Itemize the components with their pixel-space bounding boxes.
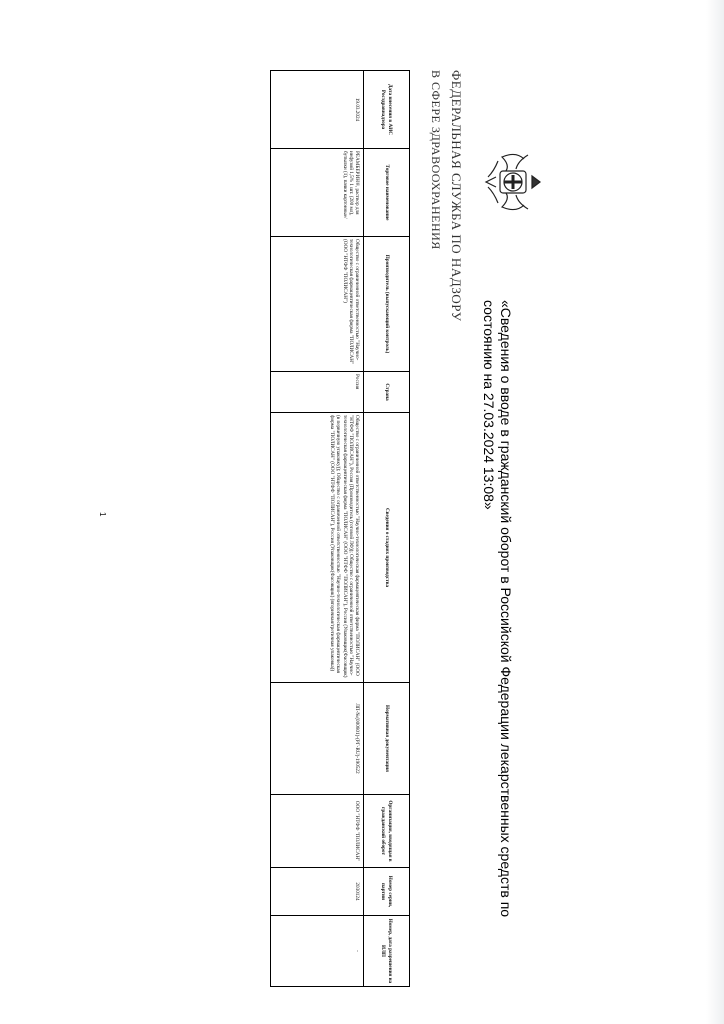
- cell-normative-doc: ЛП-№(000801)-(РГ-RU)-190522: [271, 683, 364, 795]
- cell-batch: 2030124: [271, 868, 364, 916]
- cell-permit: -: [271, 916, 364, 987]
- agency-name: [426, 70, 466, 490]
- column-header-permit: Номер, дата разрешения на ИЛП: [364, 916, 410, 987]
- table-row: [271, 71, 364, 987]
- document-title: «Сведения о вводе в гражданский оборот в Российской Федерации лекарственных средств по состоянию на 27.03.2024 13:08»: [481, 300, 514, 918]
- cell-country: Россия: [271, 372, 364, 413]
- cell-trade-name: РЕАМБЕРИН®, раствор для инфузий 1,5% 1 шт. (200 мл), бутылки (1), пачки картонные/: [271, 149, 364, 237]
- registry-table: [270, 70, 410, 987]
- column-header-batch: Номер серии, партии: [364, 868, 410, 916]
- table-header-row: [364, 71, 410, 987]
- column-header-trade-name: Торговое наименование: [364, 149, 410, 237]
- column-header-manufacturer: Производитель (выпускающий контроль): [364, 237, 410, 372]
- agency-name-line1: ФЕДЕРАЛЬНАЯ СЛУЖБА ПО НАДЗОРУ: [449, 70, 464, 322]
- column-header-stages: Сведения о стадиях производства: [364, 413, 410, 683]
- cell-manufacturer: Общество с ограниченной ответственностью "Научно-технологическая фармацевтическая фирма "ПОЛИСАН" (ООО "НТФФ "ПОЛИСАН"): [271, 237, 364, 372]
- column-header-country: Страна: [364, 372, 410, 413]
- column-header-organization: Организация, вводящая в гражданский оборот: [364, 795, 410, 868]
- cell-stages: Общество с ограниченной ответственностью "Научно-технологическая фармацевтическая фирма "ПОЛИСАН" (ООО "НТФФ "ПОЛИСАН"), Россия (Производитель (готовой ЛФ)); Общество с ограниченной ответственностью "Научно-технологическая фармацевтическая фирма "ПОЛИСАН" (ООО "НТФФ "ПОЛИСАН"), Россия (Упаковщик(Фасовщик) (в первичную упаковку)); Общество с ограниченной ответственностью "Научно-технологическая фармацевтическая фирма "ПОЛИСАН" (ООО "НТФФ "ПОЛИСАН"), Россия (Упаковщик(Фасовщик) (вторичная/третичная упаковка)): [271, 413, 364, 683]
- column-header-date: Дата внесения в АИС Росздравнадзора: [364, 71, 410, 149]
- roszdravnadzor-emblem-icon: [480, 147, 546, 217]
- column-header-normative-doc: Нормативная документация: [364, 683, 410, 795]
- agency-name-line2: В СФЕРЕ ЗДРАВООХРАНЕНИЯ: [429, 70, 443, 250]
- page-number: 1: [98, 512, 107, 517]
- cell-date: 19.03.2024: [271, 71, 364, 149]
- cell-organization: ООО "НТФФ "ПОЛИСАН": [271, 795, 364, 868]
